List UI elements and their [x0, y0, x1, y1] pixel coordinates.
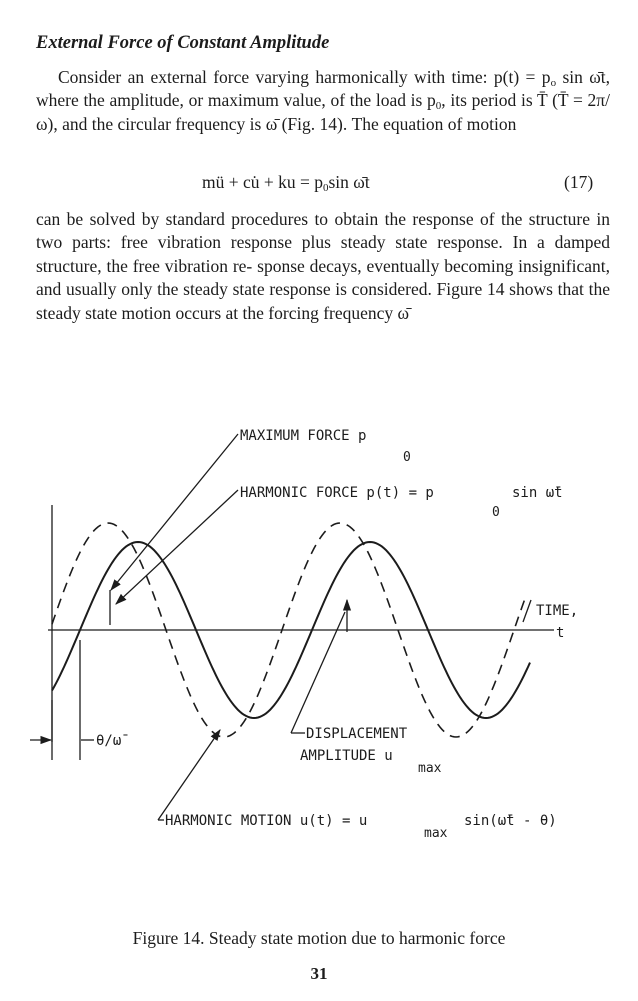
intro-line-3a: load is p	[375, 90, 436, 111]
intro-line-3-sub: 0	[435, 100, 442, 113]
harmonic-force-label	[240, 485, 434, 501]
harmonic-motion-subscript: max	[424, 826, 448, 841]
displacement-amplitude-line1: DISPLACEMENT	[306, 726, 408, 742]
paragraph-response: can be solved by standard procedures to obtain the response of the structure in two parts: free vibration response plus steady state response. In a damped structure, the free vibration re- sponse decays, eventually becoming insignificant, and usually only the steady state response is considered. Figure 14 shows that the steady state motion occurs at the forcing frequency ω̄	[36, 209, 610, 323]
equation-sub: 0	[323, 182, 329, 194]
harmonic-force-tail: sin ω̄t	[512, 485, 563, 501]
phase-lag-label: θ/ω̄	[96, 733, 122, 749]
time-label-slash	[523, 600, 531, 622]
harmonic-force-subscript: 0	[492, 505, 500, 520]
figure-caption: Figure 14. Steady state motion due to harmonic force	[132, 928, 506, 948]
intro-line-1: Consider an external force varying harmonically with time:	[58, 67, 488, 87]
displacement-amplitude-subscript: max	[418, 761, 442, 776]
harmonic-motion-tail: sin(ω̄t - θ)	[464, 813, 557, 829]
harmonic-motion-pointer	[158, 730, 220, 820]
intro-line-2b: sin ω̄t, where the amplitude, or maximum value, of the	[36, 67, 610, 111]
intro-line-2a: p(t) = p	[493, 67, 551, 87]
time-axis-variable: t	[556, 625, 565, 641]
max-force-text: MAXIMUM FORCE p	[240, 428, 367, 444]
section-heading: External Force of Constant Amplitude	[36, 33, 330, 53]
intro-line-3b: , its period is T̄ (T̄ = 2π/ω), and the circular frequency	[36, 90, 611, 134]
intro-line-2-sub: o	[550, 77, 557, 89]
page-number: 31	[310, 964, 328, 983]
equation-number: (17)	[564, 172, 594, 192]
displacement-amplitude-line2: AMPLITUDE u	[300, 748, 393, 764]
max-force-label	[240, 428, 366, 444]
harmonic-force-text: HARMONIC FORCE p(t) = p	[240, 485, 434, 501]
max-force-subscript: 0	[403, 450, 411, 465]
equation-lhs: mü + cu̇ + ku = p	[202, 172, 323, 192]
equation-rhs: sin ω̄t	[328, 172, 370, 192]
time-axis-label: TIME,	[536, 603, 579, 619]
intro-line-4: is ω̄ (Fig. 14). The equation of motion	[249, 113, 517, 134]
harmonic-motion-label: HARMONIC MOTION u(t) = u	[165, 813, 368, 829]
max-force-pointer	[111, 434, 238, 590]
